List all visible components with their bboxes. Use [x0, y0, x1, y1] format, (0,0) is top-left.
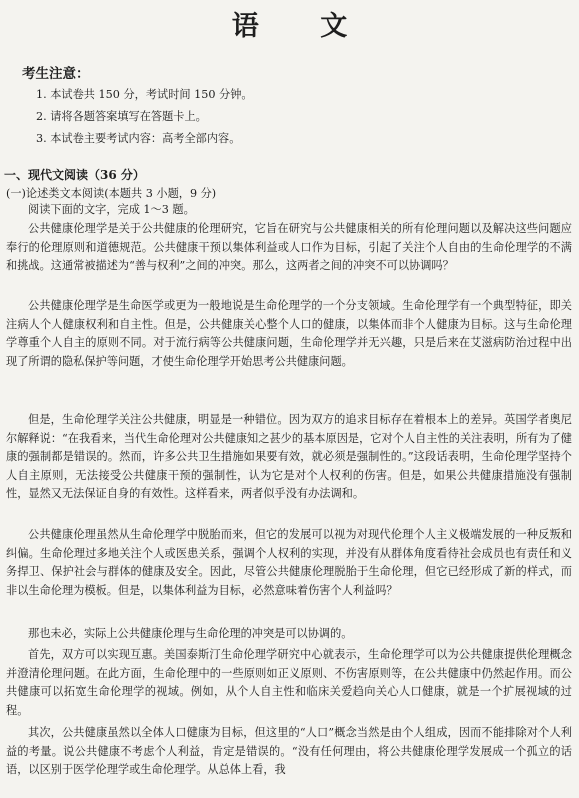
notice-item: 1. 本试卷共 150 分，考试时间 150 分钟。 — [36, 88, 253, 101]
body-paragraph: 那也未必，实际上公共健康伦理与生命伦理的冲突是可以协调的。 — [28, 627, 353, 640]
body-paragraph: 但是，生命伦理学关注公共健康，明显是一种错位。因为双方的追求目标存在着根本上的差异。英国学者奥尼尔解释说：“在我看来，当代生命伦理对公共健康知之甚少的基本原因是，它对个人自主性的关注表明，所有为了健康的强制都是错误的。然而，许多公共卫生措施如果要有效，就必须是强制性的。”这段话表明，生命伦理学坚持个人自主原则，无法接受公共健康干预的强制性，认为它是对个人权利的伤害。但是，如果公共健康措施没有强制性，显然又无法保证自身的有效性。这样看来，两者似乎没有办法调和。 — [6, 413, 572, 501]
notice-item: 2. 请将各题答案填写在答题卡上。 — [36, 110, 207, 123]
notice-heading: 考生注意： — [22, 66, 90, 82]
body-paragraph: 公共健康伦理学是生命医学或更为一般地说是生命伦理学的一个分支领域。生命伦理学有一个典型特征，即关注病人个人健康权利和自主性。但是，公共健康关心整个人口的健康，以集体而非个人健康为目标。这与生命伦理学尊重个人自主的原则不同。对于流行病等公共健康问题，生命伦理学并无兴趣，只是后来在艾滋病防治过程中出现了所谓的隐私保护等问题，才使生命伦理学开始思考公共健康问题。 — [6, 299, 572, 368]
subsection-heading: (一)论述类文本阅读(本题共 3 小题，9 分) — [6, 187, 217, 200]
body-paragraph: 公共健康伦理学是关于公共健康的伦理研究，它旨在研究与公共健康相关的所有伦理问题以及解决这些问题应奉行的伦理原则和道德规范。公共健康干预以集体利益或人口作为目标，引起了关注个人自由的生命伦理学的不满和挑战。这通常被描述为“善与权利”之间的冲突。那么，这两者之间的冲突不可以协调吗？ — [6, 222, 572, 273]
body-paragraph: 首先，双方可以实现互惠。美国泰斯汀生命伦理学研究中心就表示，生命伦理学可以为公共健康提供伦理概念并澄清伦理问题。在此方面，生命伦理中的一些原则如正义原则、不伤害原则等，在公共健康中仍然起作用。而公共健康可以拓宽生命伦理学的视域。例如，从个人自主性和临床关爱趋向关心人口健康，就是一个扩展视域的过程。 — [6, 648, 572, 717]
body-paragraph: 公共健康伦理虽然从生命伦理学中脱胎而来，但它的发展可以视为对现代伦理个人主义极端发展的一种反叛和纠偏。生命伦理过多地关注个人或医患关系，强调个人权利的实现，并没有从群体角度看待社会成员也有责任和义务捍卫、保护社会与群体的健康及安全。因此，尽管公共健康伦理脱胎于生命伦理，但它已经形成了新的样式，而非以生命伦理为模板。但是，以集体利益为目标，必然意味着伤害个人利益吗？ — [6, 528, 572, 597]
page-title: 语 文 — [231, 11, 374, 42]
body-paragraph: 其次，公共健康虽然以全体人口健康为目标，但这里的“人口”概念当然是由个人组成，因而不能排除对个人利益的考量。说公共健康不考虑个人利益，肯定是错误的。“没有任何理由，将公共健康伦理学发展成一个孤立的话语，以区别于医学伦理学或生命伦理学。从总体上看，我 — [6, 726, 572, 777]
notice-item: 3. 本试卷主要考试内容：高考全部内容。 — [36, 132, 241, 145]
instruction-paragraph: 阅读下面的文字，完成 1～3 题。 — [28, 203, 195, 216]
section-heading: 一、现代文阅读（36 分） — [4, 168, 145, 182]
